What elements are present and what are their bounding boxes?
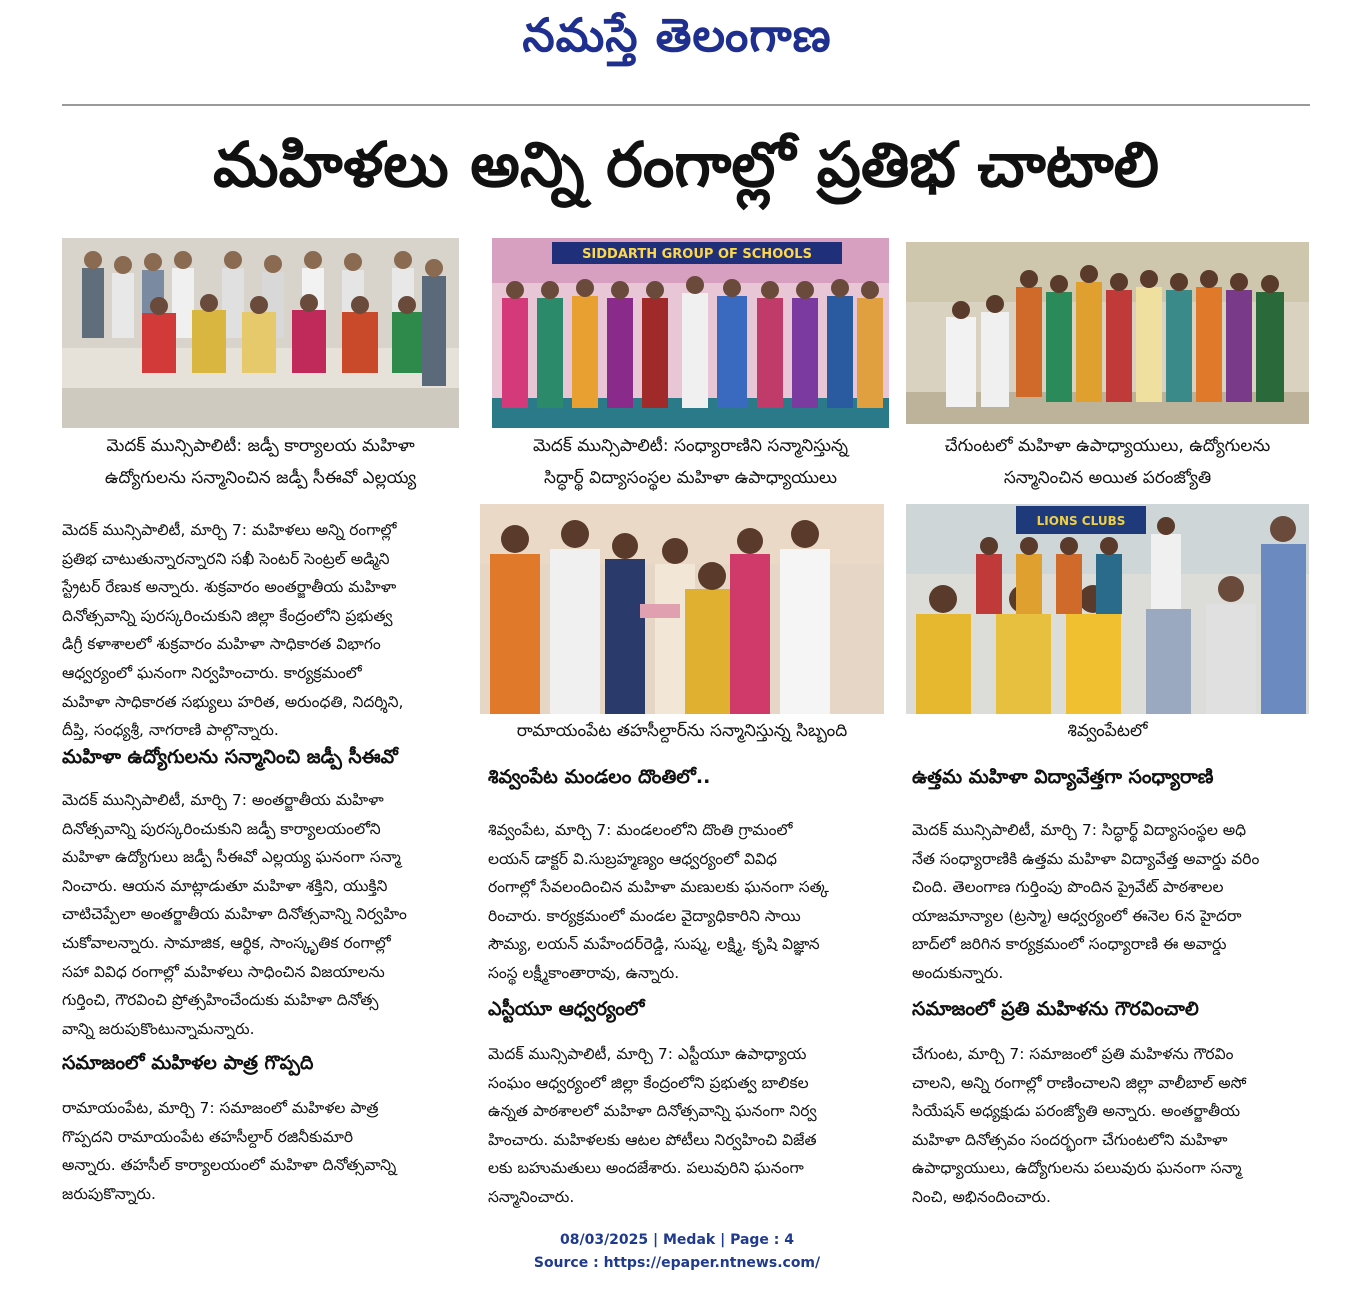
col1-paragraph-3 <box>62 1094 462 1208</box>
col2-paragraph-2-block <box>488 1040 888 1212</box>
text-line: దినోత్సవాన్ని పురస్కరించుకుని జిల్లా కేంద్రంలోని ప్రభుత్వ <box>62 606 393 625</box>
photo-2-caption-line-1: మెదక్ మున్సిపాలిటీ: సంధ్యారాణిని సన్మానిస్తున్న <box>532 436 849 456</box>
photo-ramayampet-tahsildar <box>480 504 884 714</box>
photo-2-caption <box>492 430 889 494</box>
headline: మహిళలు అన్ని రంగాల్లో ప్రతిభ చాటాలి <box>212 128 1160 201</box>
text-line: సహా వివిధ రంగాల్లో మహిళలు సాధించిన విజయాలను <box>62 962 385 981</box>
text-line: లయన్ డాక్టర్ వి.సుబ్రహ్మణ్యం ఆధ్వర్యంలో వివిధ <box>488 849 777 868</box>
text-line: నించి, అభినందించారు. <box>912 1187 1051 1206</box>
photo-5-caption <box>906 715 1309 747</box>
lions-banner-text: LIONS CLUBS <box>1036 514 1126 528</box>
photo-3-caption <box>906 430 1309 494</box>
text-line: సంఘం ఆధ్వర్యంలో జిల్లా కేంద్రంలోని ప్రభుత్వ బాలికల <box>488 1073 809 1092</box>
photo-1-caption-line-1: మెదక్ మున్సిపాలిటీ: జడ్పీ కార్యాలయ మహిళా <box>106 436 415 456</box>
col2-paragraph-1 <box>488 816 888 988</box>
text-line: యాజమాన్యాల (ట్రస్మా) ఆధ్వర్యంలో ఈనెల 6న హైదరా <box>912 906 1242 925</box>
photo-3-caption-line-1: చేగుంటలో మహిళా ఉపాధ్యాయులు, ఉద్యోగులను <box>944 436 1271 456</box>
text-line: ప్రతిభ చాటుతున్నారన్నారని సఖీ సెంటర్ సెంట్రల్ అడ్మిని <box>62 549 390 568</box>
text-line: నించారు. ఆయన మాట్లాడుతూ మహిళా శక్తిని, యుక్తిని <box>62 876 388 895</box>
text-line: నేత సంధ్యారాణికి ఉత్తమ మహిళా విద్యావేత్త అవార్డు వరిం <box>912 849 1260 868</box>
text-line: గుర్తించి, గౌరవించి ప్రోత్సహించేందుకు మహిళా దినోత్స <box>62 991 379 1010</box>
text-line: మెదక్ మున్సిపాలిటీ, మార్చి 7: మహిళలు అన్ని రంగాల్లో <box>62 521 397 539</box>
footer-source-link[interactable]: Source : https://epaper.ntnews.com/ <box>533 1255 821 1271</box>
text-line: మహిళా సాధికారత సభ్యులు హరిత, అరుంధతి, నిదర్శిని, <box>62 692 404 711</box>
col3-paragraph-2 <box>912 1040 1312 1212</box>
text-line: చింది. తెలంగాణ గుర్తింపు పొందిన ప్రైవేట్ పాఠశాలల <box>912 878 1224 897</box>
text-line: మెదక్ మున్సిపాలిటీ, మార్చి 7: ఎస్టీయూ ఉపాధ్యాయ <box>488 1045 807 1063</box>
text-line: వాన్ని జరుపుకొంటున్నామన్నారు. <box>62 1019 255 1038</box>
photo-3-caption-line-2: సన్మానించిన అయిత పరంజ్యోతి <box>1003 468 1212 488</box>
text-line: ఉపాధ్యాయులు, ఉద్యోగులను పలువురు ఘనంగా సన్మా <box>912 1159 1242 1178</box>
photo-siddarth-school <box>492 238 889 428</box>
text-line: చుకోవాలన్నారు. సామాజిక, ఆర్థిక, సాంస్కృతిక రంగాల్లో <box>62 933 391 952</box>
text-line: రించారు. కార్యక్రమంలో మండల వైద్యాధికారిని సాయి <box>488 906 801 925</box>
photo-5-caption-line-1: శివ్వంపేటలో <box>1067 721 1148 741</box>
masthead-logo: నమస్తే తెలంగాణ <box>522 8 832 62</box>
text-line: డిగ్రీ కళాశాలలో శుక్రవారం మహిళా సాధికారత విభాగం <box>62 635 381 654</box>
text-line: సియేషన్ అధ్యక్షుడు పరంజ్యోతి అన్నారు. అంతర్జాతీయ <box>912 1102 1241 1121</box>
text-line: సంస్థ లక్ష్మీకాంతారావు, ఉన్నారు. <box>488 963 680 982</box>
photo-4-caption-line-1: రామాయంపేట తహసీల్దార్‌ను సన్మానిస్తున్న సిబ్బంది <box>516 721 848 741</box>
text-line: హించారు. మహిళలకు ఆటల పోటీలు నిర్వహించి విజేత <box>488 1130 817 1149</box>
text-line: మెదక్ మున్సిపాలిటీ, మార్చి 7: సిద్ధార్థ్ విద్యాసంస్థల అధి <box>912 821 1247 839</box>
text-line: మెదక్ మున్సిపాలిటీ, మార్చి 7: అంతర్జాతీయ మహిళా <box>62 791 384 809</box>
text-line: మహిళా ఉద్యోగులు జడ్పీ సీఈవో ఎల్లయ్య ఘనంగా సన్మా <box>62 848 401 867</box>
col1-paragraph-2-block <box>62 786 462 1043</box>
col3-paragraph-2-block <box>912 1040 1312 1212</box>
photo-zp-office-felicitation <box>62 238 459 428</box>
text-line: సన్మానించారు. <box>488 1187 575 1206</box>
text-line: శివ్వంపేట, మార్చి 7: మండలంలోని దొంతి గ్రామంలో <box>488 821 793 839</box>
text-line: దినోత్సవాన్ని పురస్కరించుకుని జడ్పీ కార్యాలయంలోని <box>62 819 381 838</box>
col3-paragraph-1-block <box>912 816 1312 988</box>
photo-chegunta-felicitation <box>906 242 1309 424</box>
col2-paragraph-2 <box>488 1040 888 1212</box>
text-line: మహిళా దినోత్సవం సందర్భంగా చేగుంటలోని మహిళా <box>912 1130 1228 1149</box>
school-banner-text: SIDDARTH GROUP OF SCHOOLS <box>582 247 812 262</box>
photo-1-caption-line-2: ఉద్యోగులను సన్మానించిన జడ్పీ సీఈవో ఎల్లయ్య <box>104 468 417 488</box>
photo-4-caption <box>480 715 884 747</box>
col1-paragraph-1 <box>62 516 462 745</box>
text-line: స్ట్రేటర్ రేణుక అన్నారు. శుక్రవారం అంతర్జాతీయ మహిళా <box>62 578 397 597</box>
col2-subheading-2: ఎస్టీయూ ఆధ్వర్యంలో <box>488 998 645 1020</box>
header-rule <box>62 104 1310 106</box>
col3-paragraph-1 <box>912 816 1312 988</box>
text-line: ఉన్నత పాఠశాలలో మహిళా దినోత్సవాన్ని ఘనంగా నిర్వ <box>488 1102 817 1121</box>
text-line: దీప్తి, సంధ్యశ్రీ, నాగరాణి పాల్గొన్నారు. <box>62 721 279 740</box>
footer-date-edition-page: 08/03/2025 | Medak | Page : 4 <box>559 1232 795 1248</box>
text-line: బాద్‌లో జరిగిన కార్యక్రమంలో సంధ్యారాణి ఈ అవార్డు <box>912 935 1227 954</box>
col1-subheading-1: మహిళా ఉద్యోగులను సన్మానించి జడ్పీ సీఈవో <box>62 746 398 768</box>
photo-shivvampet-lions <box>906 504 1309 714</box>
text-line: రంగాల్లో సేవలందించిన మహిళా మణులకు ఘనంగా సత్క <box>488 878 829 897</box>
col1-paragraph-2 <box>62 786 462 1043</box>
text-line: అన్నారు. తహసీల్ కార్యాలయంలో మహిళా దినోత్సవాన్ని <box>62 1156 397 1175</box>
text-line: లకు బహుమతులు అందజేశారు. పలువురిని ఘనంగా <box>488 1159 804 1178</box>
text-line: గొప్పదని రామాయంపేట తహసీల్దార్ రజినీకుమారి <box>62 1127 354 1146</box>
col1-paragraph-3-block <box>62 1094 462 1208</box>
col3-subheading-2: సమాజంలో ప్రతి మహిళను గౌరవించాలి <box>912 998 1199 1020</box>
text-line: చేగుంట, మార్చి 7: సమాజంలో ప్రతి మహిళను గౌరవిం <box>912 1045 1234 1063</box>
photo-2-caption-line-2: సిద్ధార్థ్ విద్యాసంస్థల మహిళా ఉపాధ్యాయులు <box>544 468 837 488</box>
photo-1-caption <box>62 430 459 494</box>
article-column-1 <box>62 516 462 745</box>
text-line: చాలని, అన్ని రంగాల్లో రాణించాలని జిల్లా వాలీబాల్ అసో <box>912 1073 1247 1092</box>
text-line: చాటిచెప్పేలా అంతర్జాతీయ మహిళా దినోత్సవాన్ని నిర్వహిం <box>62 905 407 924</box>
text-line: అందుకున్నారు. <box>912 963 1004 982</box>
text-line: సౌమ్య, లయన్ మహేందర్‌రెడ్డి, సుష్మ, లక్ష్మి, కృషి విజ్ఞాన <box>488 935 820 954</box>
col1-subheading-2: సమాజంలో మహిళల పాత్ర గొప్పది <box>62 1052 314 1074</box>
col3-subheading-1: ఉత్తమ మహిళా విద్యావేత్తగా సంధ్యారాణి <box>912 766 1214 788</box>
col2-subheading-1: శివ్వంపేట మండలం దొంతిలో.. <box>488 766 711 788</box>
col2-paragraph-1-block <box>488 816 888 988</box>
text-line: ఆధ్వర్యంలో ఘనంగా నిర్వహించారు. కార్యక్రమంలో <box>62 663 362 682</box>
text-line: రామాయంపేట, మార్చి 7: సమాజంలో మహిళల పాత్ర <box>62 1099 379 1117</box>
text-line: జరుపుకొన్నారు. <box>62 1184 156 1203</box>
